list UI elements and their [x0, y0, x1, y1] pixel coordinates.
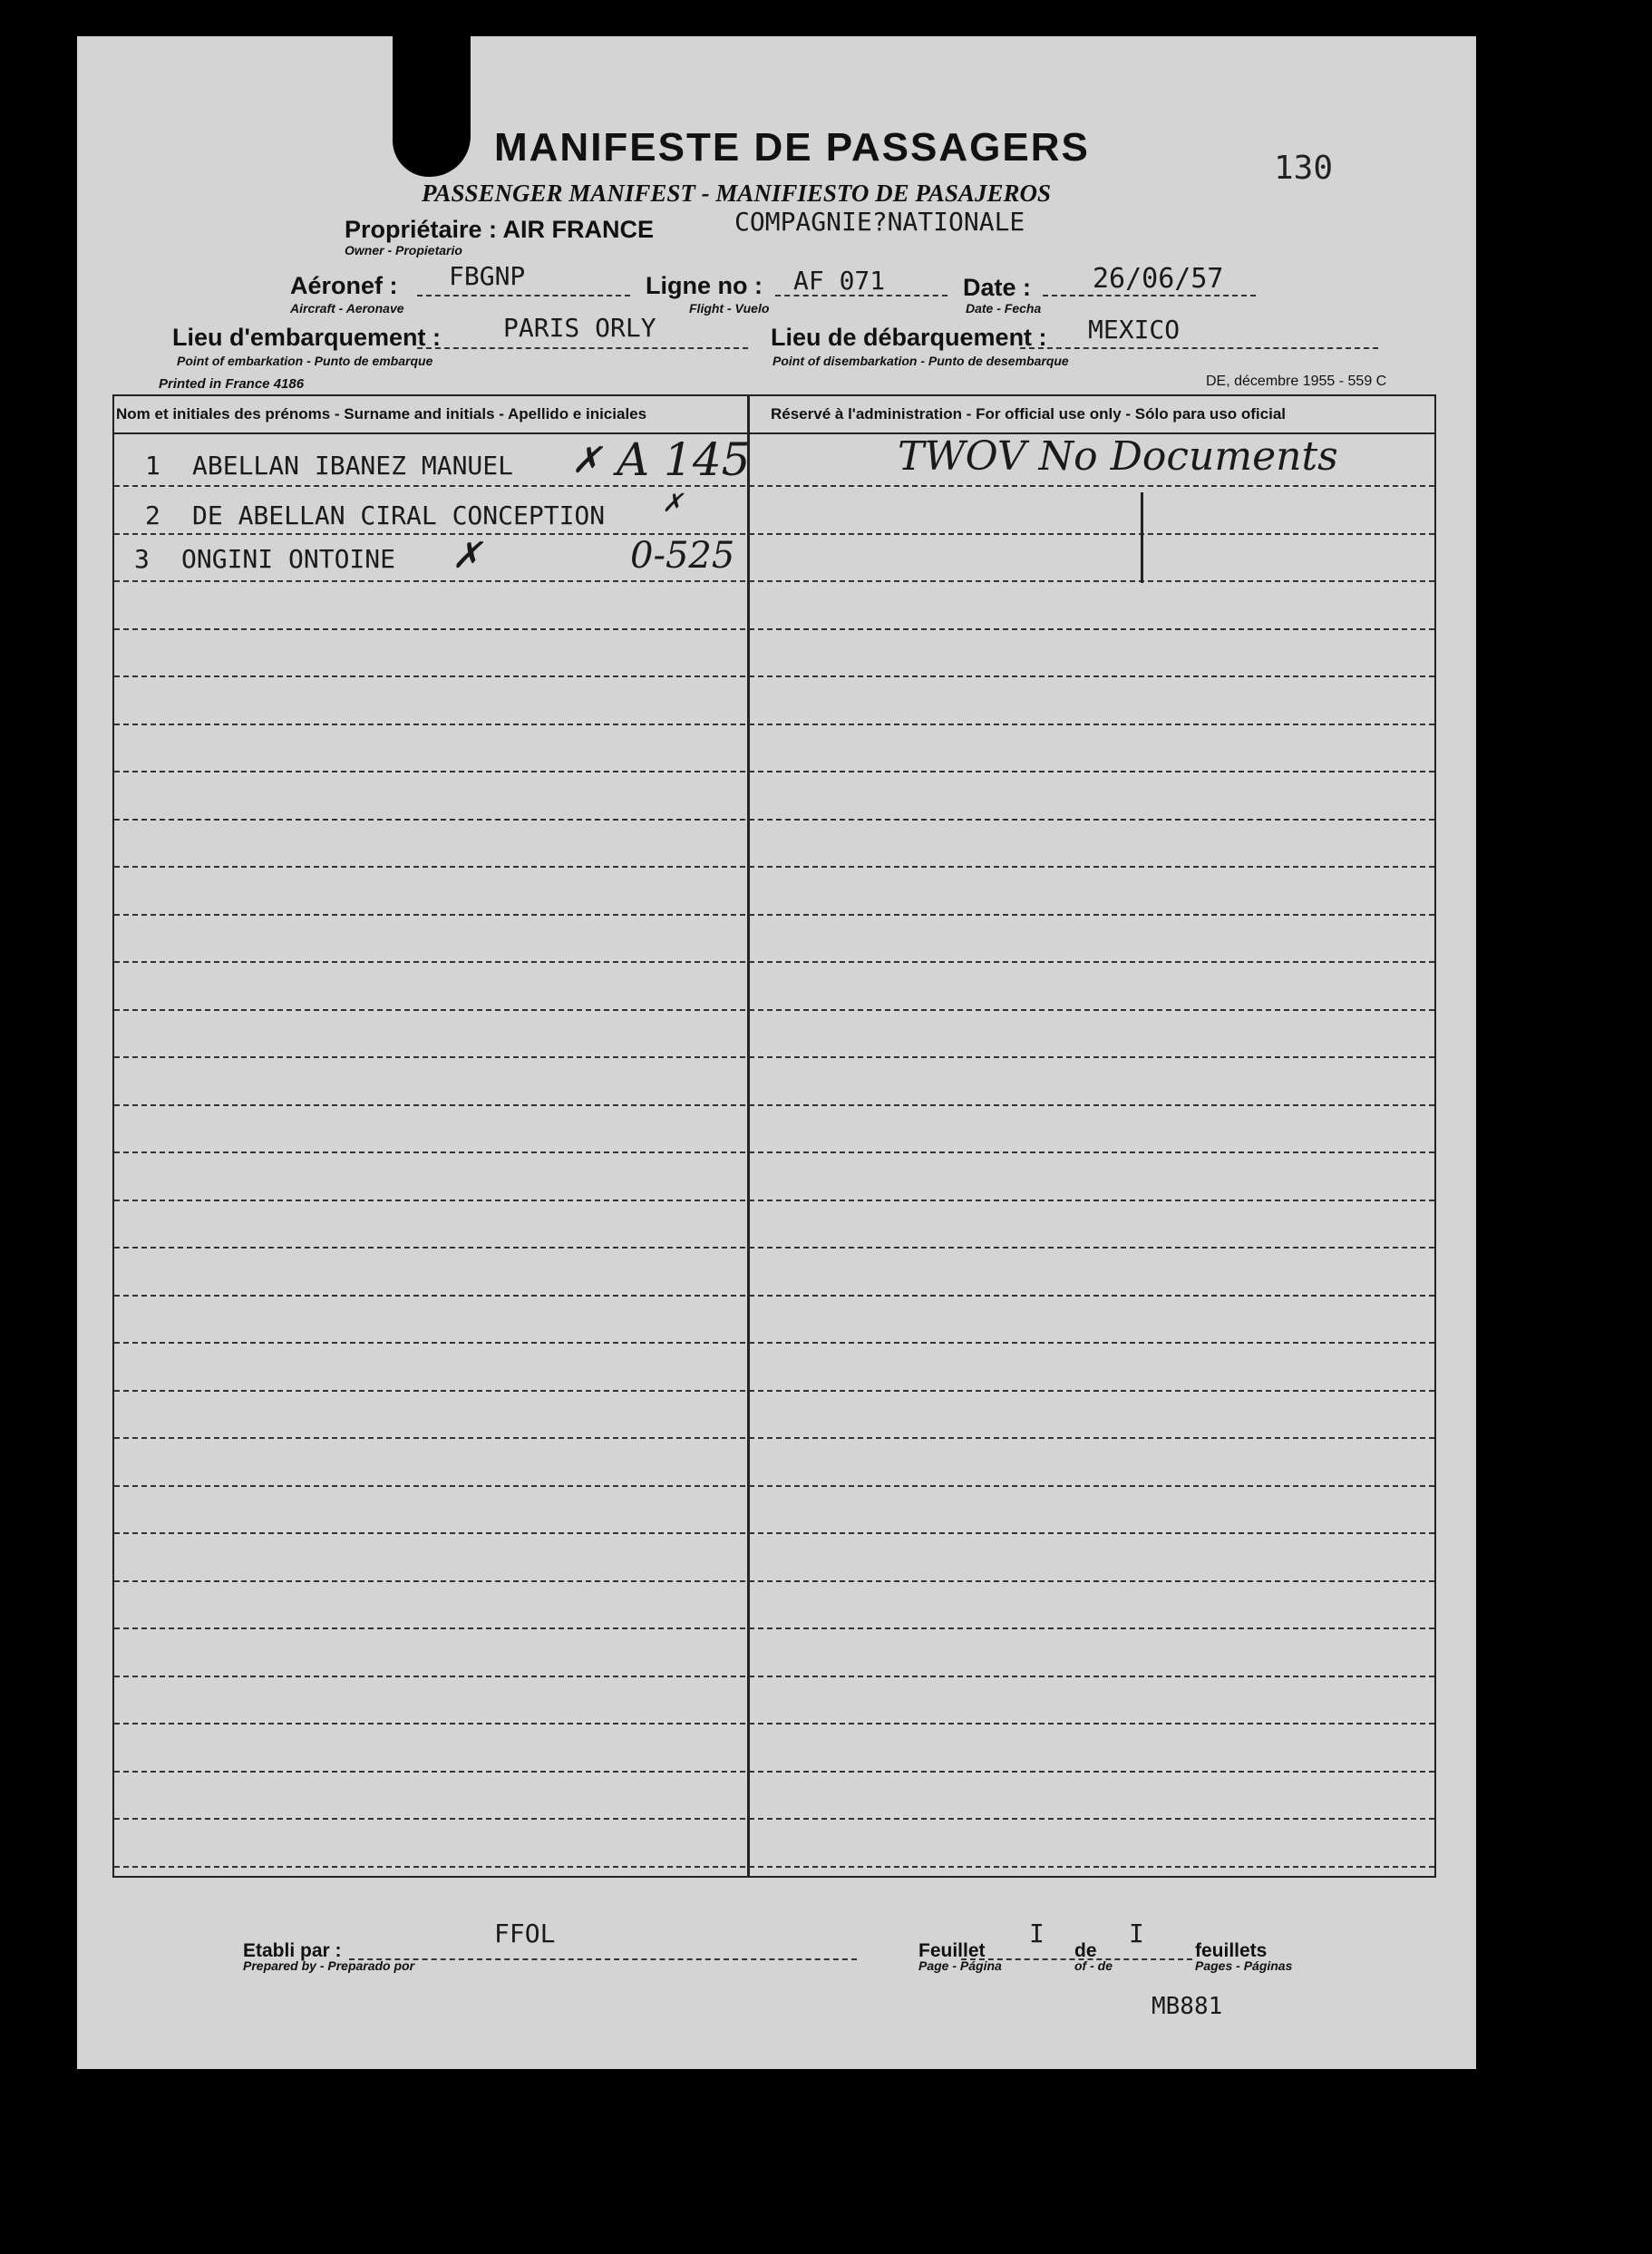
- table-ruled-line: [114, 1390, 1434, 1392]
- row-2-name: DE ABELLAN CIRAL CONCEPTION: [192, 500, 606, 530]
- table-ruled-line: [114, 961, 1434, 963]
- owner-typed: COMPAGNIE?NATIONALE: [734, 207, 1025, 237]
- date-label: Date :: [963, 274, 1032, 301]
- owner-label: Propriétaire : AIR FRANCE: [345, 216, 655, 243]
- disembarkation-label: Lieu de débarquement :: [771, 324, 1047, 351]
- sheet-value: I: [1029, 1919, 1045, 1948]
- aircraft-value: FBGNP: [449, 261, 526, 291]
- table-ruled-line: [114, 1342, 1434, 1344]
- admin-mark: [1141, 492, 1143, 583]
- date-line: [1043, 295, 1256, 296]
- table-ruled-line: [114, 1295, 1434, 1297]
- flight-label: Ligne no :: [646, 272, 763, 299]
- sheet-sublabel: Page - Página: [918, 1958, 1002, 1973]
- table-ruled-line: [114, 1151, 1434, 1153]
- passenger-table: [112, 394, 1436, 1878]
- form-title: MANIFESTE DE PASSAGERS: [494, 125, 1090, 170]
- table-ruled-line: [114, 1532, 1434, 1534]
- owner-sublabel: Owner - Propietario: [345, 243, 462, 257]
- table-ruled-line: [114, 533, 1434, 535]
- row-3-number: 3: [134, 544, 150, 574]
- row-1-number: 1: [145, 451, 160, 481]
- row-2-number: 2: [145, 500, 160, 530]
- table-ruled-line: [114, 771, 1434, 772]
- table-ruled-line: [114, 1056, 1434, 1058]
- disembarkation-line: [1020, 347, 1378, 349]
- table-ruled-line: [114, 628, 1434, 630]
- table-ruled-line: [114, 1104, 1434, 1106]
- prepared-sublabel: Prepared by - Preparado por: [243, 1958, 415, 1973]
- table-ruled-line: [114, 819, 1434, 821]
- of-value: I: [1129, 1919, 1144, 1948]
- embarkation-value: PARIS ORLY: [503, 313, 656, 343]
- row-3-name: ONGINI ONTOINE: [181, 544, 396, 574]
- sheet-line: [961, 1958, 1192, 1960]
- sheets-label: feuillets: [1195, 1940, 1268, 1961]
- embarkation-sublabel: Point of embarkation - Punto de embarque: [177, 354, 433, 368]
- admin-note: TWOV No Documents: [898, 433, 1338, 480]
- row-1-name: ABELLAN IBANEZ MANUEL: [192, 451, 514, 481]
- table-ruled-line: [114, 1247, 1434, 1248]
- table-ruled-line: [114, 1200, 1434, 1201]
- page-number: 130: [1274, 150, 1334, 187]
- disembarkation-value: MEXICO: [1088, 315, 1181, 345]
- disembarkation-sublabel: Point of disembarkation - Punto de desembarque: [773, 354, 1069, 368]
- ink-blot: [393, 36, 471, 177]
- of-sublabel: of - de: [1074, 1958, 1113, 1973]
- date-value: 26/06/57: [1093, 263, 1224, 295]
- prepared-value: FFOL: [494, 1919, 556, 1948]
- table-ruled-line: [114, 580, 1434, 582]
- table-ruled-line: [114, 914, 1434, 916]
- table-ruled-line: [114, 866, 1434, 868]
- table-ruled-line: [114, 1627, 1434, 1629]
- printed-right: DE, décembre 1955 - 559 C: [1206, 374, 1387, 389]
- embarkation-label: Lieu d'embarquement :: [172, 324, 441, 351]
- sheet-label: Feuillet: [918, 1940, 986, 1961]
- table-ruled-line: [114, 1676, 1434, 1677]
- row-2-check: ✗: [662, 488, 684, 518]
- row-3-code: 0-525: [630, 535, 735, 577]
- form-code: MB881: [1152, 1993, 1223, 2020]
- table-ruled-line: [114, 485, 1434, 487]
- prepared-label: Etabli par :: [243, 1940, 342, 1961]
- table-ruled-line: [114, 1723, 1434, 1725]
- date-sublabel: Date - Fecha: [966, 301, 1042, 316]
- table-ruled-line: [114, 724, 1434, 725]
- row-3-check: ✗: [452, 535, 482, 577]
- table-ruled-line: [114, 1771, 1434, 1773]
- table-ruled-line: [114, 1437, 1434, 1439]
- flight-sublabel: Flight - Vuelo: [689, 301, 770, 316]
- form-subtitle: PASSENGER MANIFEST - MANIFIESTO DE PASAJEROS: [422, 180, 1051, 207]
- col-name-header: Nom et initiales des prénoms - Surname and initials - Apellido e iniciales: [116, 405, 647, 423]
- flight-value: AF 071: [793, 266, 886, 296]
- col-admin-header: Réservé à l'administration - For official use only - Sólo para uso oficial: [771, 405, 1287, 423]
- embarkation-line: [417, 347, 748, 349]
- table-ruled-line: [114, 675, 1434, 677]
- printed-left: Printed in France 4186: [159, 376, 305, 392]
- prepared-line: [349, 1958, 857, 1960]
- row-1-check: ✗: [571, 440, 602, 481]
- row-1-code: A 145: [617, 433, 751, 486]
- sheets-sublabel: Pages - Páginas: [1195, 1958, 1293, 1973]
- table-ruled-line: [114, 1866, 1434, 1868]
- aircraft-label: Aéronef :: [290, 272, 398, 299]
- column-divider: [747, 394, 750, 1878]
- table-ruled-line: [114, 1818, 1434, 1820]
- table-ruled-line: [114, 1485, 1434, 1487]
- of-label: de: [1074, 1940, 1097, 1961]
- table-ruled-line: [114, 1009, 1434, 1011]
- table-ruled-line: [114, 1580, 1434, 1582]
- aircraft-line: [417, 295, 630, 296]
- aircraft-sublabel: Aircraft - Aeronave: [290, 301, 404, 316]
